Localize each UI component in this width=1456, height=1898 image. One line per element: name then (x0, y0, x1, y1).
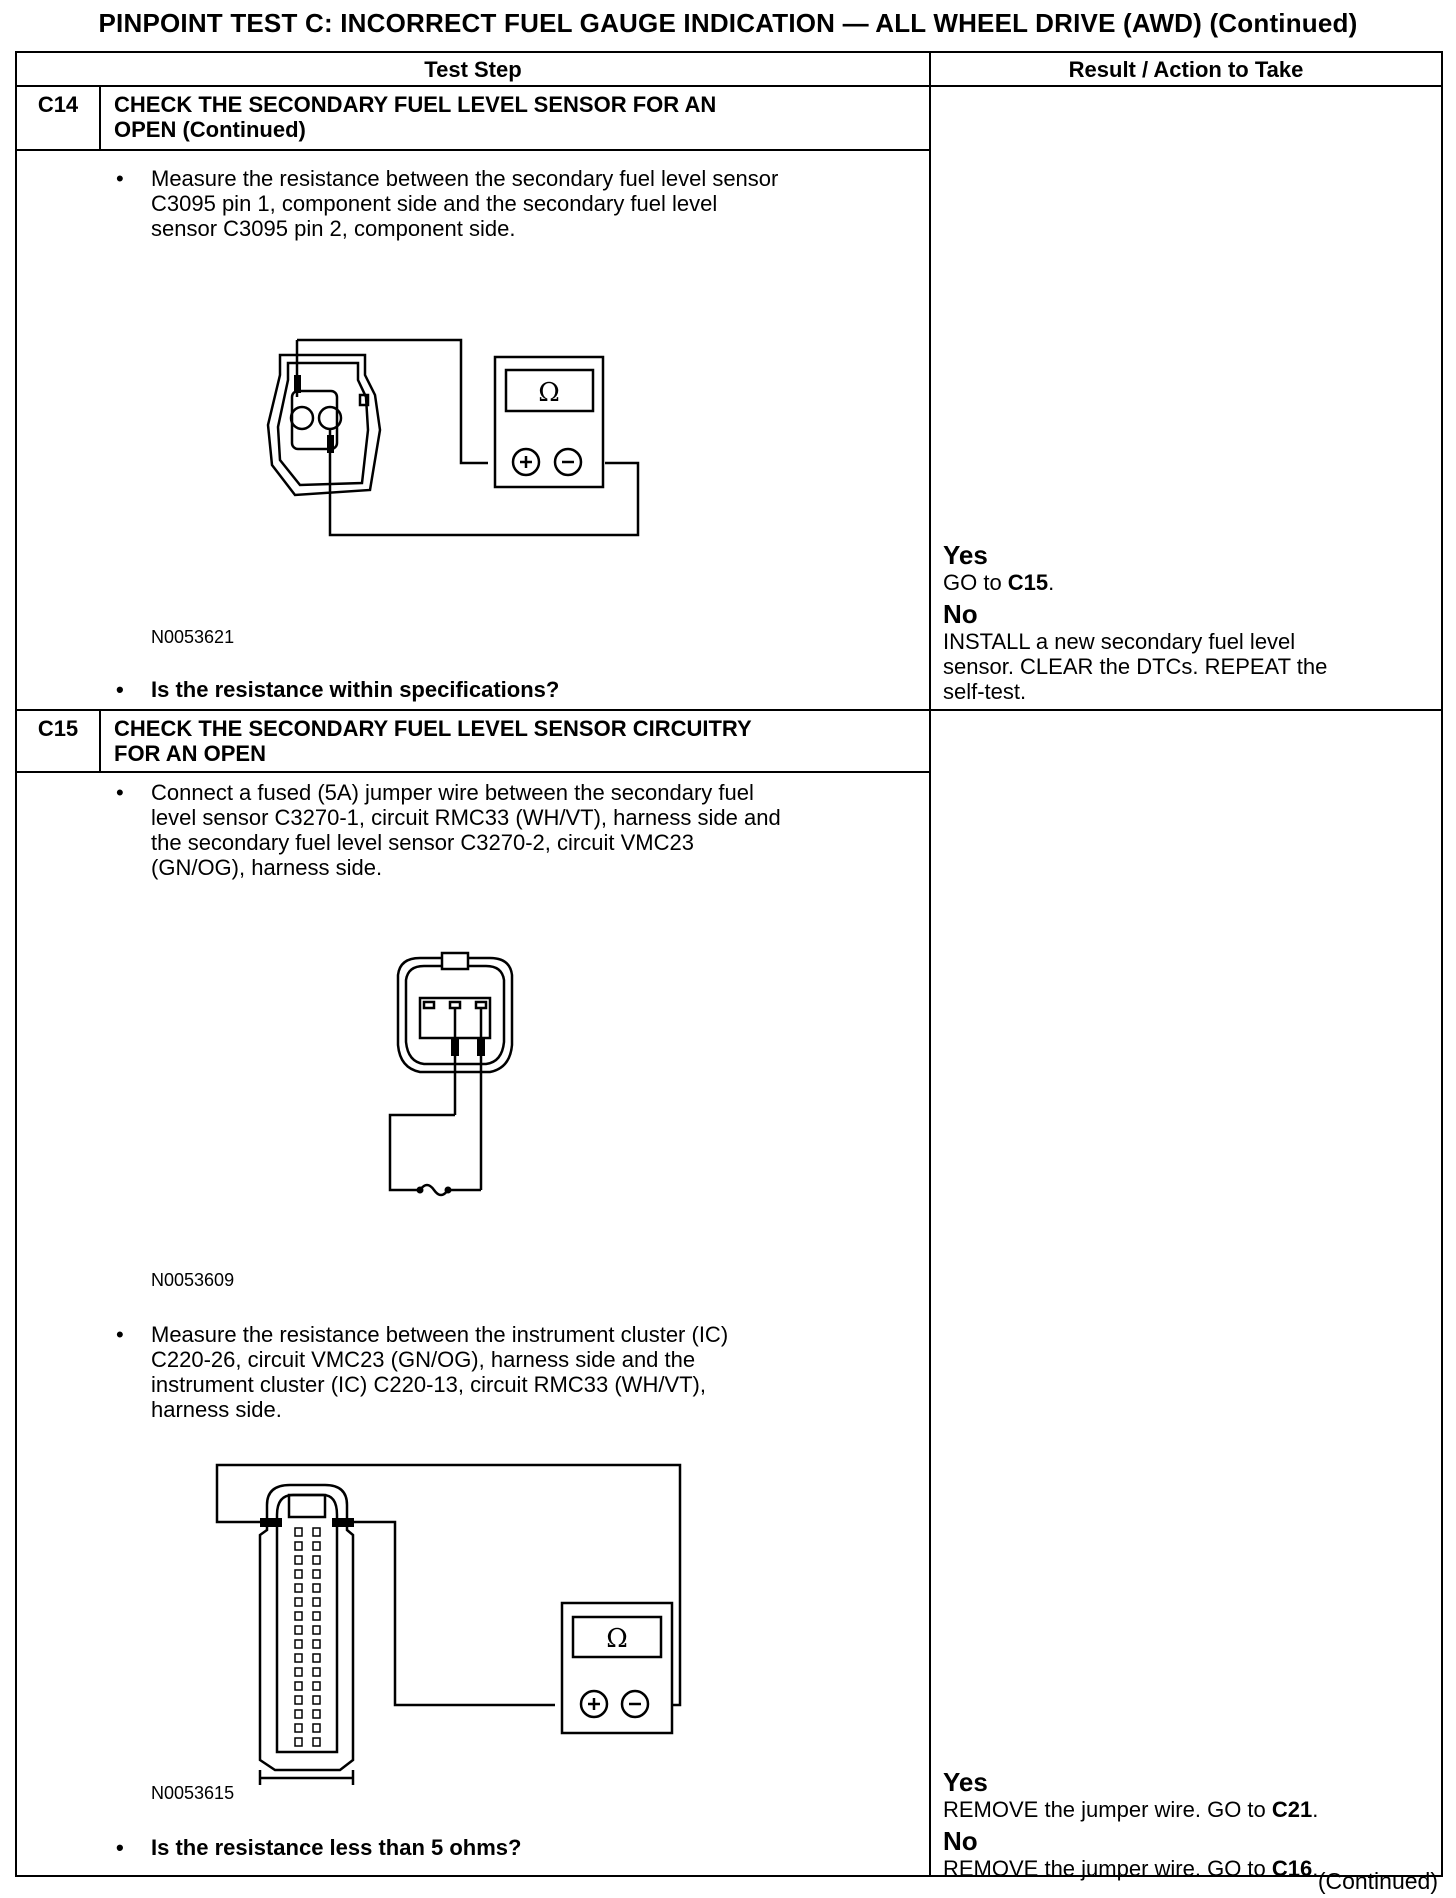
goto-target: C15 (1007, 570, 1049, 595)
no-label: No (943, 599, 978, 629)
step-id-c15: C15 (37, 716, 79, 741)
text-line: the secondary fuel level sensor C3270-2, circuit VMC23 (151, 830, 694, 855)
step-id-c14: C14 (37, 92, 79, 117)
text-line: (GN/OG), harness side. (151, 855, 383, 880)
text-line: C220-26, circuit VMC23 (GN/OG), harness side and the (151, 1347, 696, 1372)
figure-id: N0053609 (151, 1270, 235, 1290)
text-line: harness side. (151, 1397, 282, 1422)
c15-ic-diagram (205, 1460, 695, 1790)
bullet-icon: • (116, 677, 124, 702)
bullet-icon: • (116, 780, 124, 805)
continued-footer: (Continued) (1317, 1868, 1438, 1894)
bullet-icon: • (116, 1835, 124, 1860)
ohm-symbol-icon: Ω (538, 378, 560, 408)
figure-id: N0053615 (151, 1783, 235, 1803)
c14-bullet-measure (116, 166, 779, 241)
c14-diagram (260, 335, 650, 545)
text-line: Measure the resistance between the instrument cluster (IC) (151, 1322, 729, 1347)
text-line: Measure the resistance between the secondary fuel level sensor (151, 166, 779, 191)
step-heading-line: CHECK THE SECONDARY FUEL LEVEL SENSOR CIRCUITRY (114, 716, 752, 741)
c15-bullet-jumper (116, 780, 781, 880)
action-text: REMOVE the jumper wire. GO to (943, 1797, 1272, 1822)
text-line: sensor C3095 pin 2, component side. (151, 216, 516, 241)
step-heading-line: CHECK THE SECONDARY FUEL LEVEL SENSOR FOR AN (114, 92, 717, 117)
no-label: No (943, 1826, 978, 1856)
goto-target: C16 (1271, 1856, 1313, 1881)
goto-target: C21 (1271, 1797, 1313, 1822)
text-line: instrument cluster (IC) C220-13, circuit RMC33 (WH/VT), (151, 1372, 706, 1397)
col-header-test-step: Test Step (424, 57, 522, 82)
yes-label: Yes (943, 1767, 988, 1797)
c15-result (943, 1767, 1318, 1881)
yes-label: Yes (943, 540, 988, 570)
figure-id: N0053621 (151, 627, 235, 647)
page-title: PINPOINT TEST C: INCORRECT FUEL GAUGE INDICATION — ALL WHEEL DRIVE (AWD) (Continued) (98, 8, 1358, 38)
c15-question (116, 1835, 522, 1860)
question-text: Is the resistance less than 5 ohms? (151, 1835, 522, 1860)
c15-jumper-diagram (380, 950, 520, 1220)
action-text: . (1048, 570, 1055, 595)
col-header-result: Result / Action to Take (1068, 57, 1304, 82)
no-action-line: sensor. CLEAR the DTCs. REPEAT the (943, 654, 1328, 679)
text-line: C3095 pin 1, component side and the secondary fuel level (151, 191, 718, 216)
no-action (943, 1856, 1318, 1881)
no-action-line: INSTALL a new secondary fuel level (943, 629, 1296, 654)
text-line: Connect a fused (5A) jumper wire between the secondary fuel (151, 780, 754, 805)
action-text: . (1312, 1797, 1319, 1822)
yes-action (943, 570, 1327, 595)
step-heading-c15 (114, 716, 752, 766)
text-line: level sensor C3270-1, circuit RMC33 (WH/VT), harness side and (151, 805, 781, 830)
ohm-symbol-icon: Ω (606, 1624, 628, 1654)
c14-result (943, 540, 1327, 704)
no-action-line: self-test. (943, 679, 1027, 704)
bullet-icon: • (116, 166, 124, 191)
step-heading-line: OPEN (Continued) (114, 117, 306, 142)
step-heading-c14 (114, 92, 716, 142)
step-heading-line: FOR AN OPEN (114, 741, 266, 766)
action-text: . (1312, 1856, 1319, 1881)
c15-bullet-measure (116, 1322, 729, 1422)
action-text: REMOVE the jumper wire. GO to (943, 1856, 1272, 1881)
bullet-icon: • (116, 1322, 124, 1347)
c14-question (116, 677, 560, 702)
yes-action (943, 1797, 1318, 1822)
question-text: Is the resistance within specifications? (151, 677, 560, 702)
action-text: GO to (943, 570, 1008, 595)
